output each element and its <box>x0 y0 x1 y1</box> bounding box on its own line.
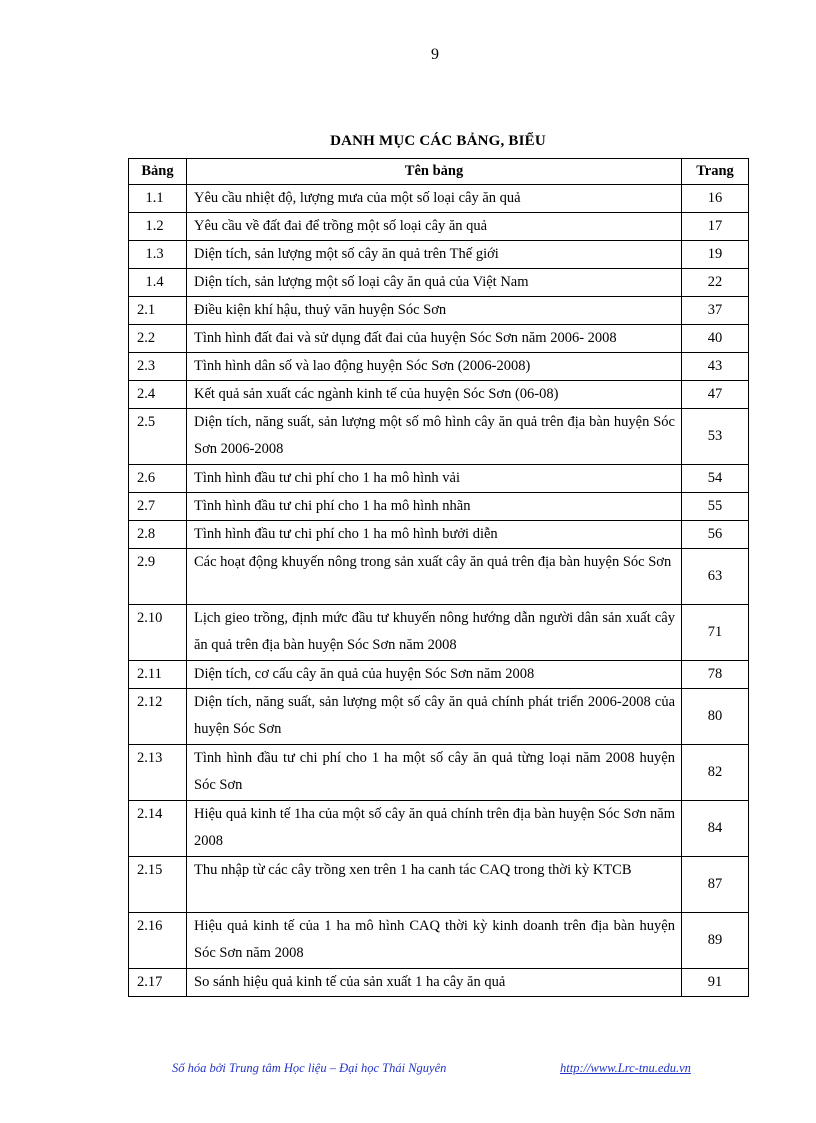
table-row <box>129 913 749 969</box>
row-name: Tình hình dân số và lao động huyện Sóc Sơn (2006-2008) <box>187 353 682 381</box>
header-table-name: Tên bảng <box>187 159 682 185</box>
row-page: 63 <box>682 549 749 605</box>
table-row <box>129 297 749 325</box>
row-number: 2.10 <box>129 605 187 661</box>
row-page: 55 <box>682 493 749 521</box>
row-page: 16 <box>682 185 749 213</box>
row-number: 2.15 <box>129 857 187 913</box>
row-name: Diện tích, năng suất, sản lượng một số mô hình cây ăn quả trên địa bàn huyện Sóc Sơn 2006-2008 <box>187 409 682 465</box>
row-page: 89 <box>682 913 749 969</box>
row-name: Lịch gieo trồng, định mức đầu tư khuyến nông hướng dẫn người dân sản xuất cây ăn quả trên địa bàn huyện Sóc Sơn năm 2008 <box>187 605 682 661</box>
row-page: 17 <box>682 213 749 241</box>
row-number: 2.17 <box>129 969 187 997</box>
footer-credit: Số hóa bởi Trung tâm Học liệu – Đại học Thái Nguyên <box>172 1061 447 1075</box>
row-number: 2.2 <box>129 325 187 353</box>
row-name: Tình hình đầu tư chi phí cho 1 ha mô hình bưởi diễn <box>187 521 682 549</box>
row-number: 2.1 <box>129 297 187 325</box>
table-row <box>129 801 749 857</box>
row-name: Tình hình đất đai và sử dụng đất đai của huyện Sóc Sơn năm 2006- 2008 <box>187 325 682 353</box>
table-row <box>129 213 749 241</box>
row-name: Hiệu quả kinh tế của 1 ha mô hình CAQ thời kỳ kinh doanh trên địa bàn huyện Sóc Sơn năm 2008 <box>187 913 682 969</box>
row-name: Tình hình đầu tư chi phí cho 1 ha mô hình nhãn <box>187 493 682 521</box>
table-row <box>129 409 749 465</box>
row-number: 2.5 <box>129 409 187 465</box>
row-page: 54 <box>682 465 749 493</box>
table-row <box>129 605 749 661</box>
row-number: 2.14 <box>129 801 187 857</box>
row-page: 53 <box>682 409 749 465</box>
table-row <box>129 549 749 605</box>
row-page: 80 <box>682 689 749 745</box>
row-number: 2.7 <box>129 493 187 521</box>
table-row <box>129 325 749 353</box>
row-name: Điều kiện khí hậu, thuỷ văn huyện Sóc Sơn <box>187 297 682 325</box>
row-number: 2.9 <box>129 549 187 605</box>
table-row <box>129 241 749 269</box>
row-number: 2.3 <box>129 353 187 381</box>
row-name: Diện tích, sản lượng một số cây ăn quả trên Thế giới <box>187 241 682 269</box>
row-name: Tình hình đầu tư chi phí cho 1 ha một số cây ăn quả từng loại năm 2008 huyện Sóc Sơn <box>187 745 682 801</box>
table-list <box>128 158 749 997</box>
table-row <box>129 857 749 913</box>
table-row <box>129 521 749 549</box>
row-number: 1.3 <box>129 241 187 269</box>
row-name: Tình hình đầu tư chi phí cho 1 ha mô hình vải <box>187 465 682 493</box>
page-title: DANH MỤC CÁC BẢNG, BIỂU <box>330 133 546 149</box>
row-page: 91 <box>682 969 749 997</box>
table-row <box>129 185 749 213</box>
row-number: 2.4 <box>129 381 187 409</box>
table-row <box>129 465 749 493</box>
row-page: 40 <box>682 325 749 353</box>
row-page: 22 <box>682 269 749 297</box>
table-row <box>129 381 749 409</box>
header-table-number: Bảng <box>129 159 187 185</box>
row-page: 37 <box>682 297 749 325</box>
row-number: 2.12 <box>129 689 187 745</box>
row-name: Kết quả sản xuất các ngành kinh tế của huyện Sóc Sơn (06-08) <box>187 381 682 409</box>
row-name: Các hoạt động khuyến nông trong sản xuất cây ăn quả trên địa bàn huyện Sóc Sơn <box>187 549 682 605</box>
row-page: 87 <box>682 857 749 913</box>
row-page: 71 <box>682 605 749 661</box>
table-header-row <box>129 159 749 185</box>
table-row <box>129 689 749 745</box>
table-row <box>129 269 749 297</box>
table-row <box>129 661 749 689</box>
row-number: 2.11 <box>129 661 187 689</box>
row-page: 43 <box>682 353 749 381</box>
row-number: 2.6 <box>129 465 187 493</box>
row-name: Hiệu quả kinh tế 1ha của một số cây ăn quả chính trên địa bàn huyện Sóc Sơn năm 2008 <box>187 801 682 857</box>
row-page: 19 <box>682 241 749 269</box>
row-name: Yêu cầu về đất đai để trồng một số loại cây ăn quả <box>187 213 682 241</box>
row-number: 1.1 <box>129 185 187 213</box>
footer-link[interactable]: http://www.Lrc-tnu.edu.vn <box>560 1061 691 1075</box>
table-row <box>129 969 749 997</box>
table-row <box>129 493 749 521</box>
row-number: 1.2 <box>129 213 187 241</box>
table-row <box>129 353 749 381</box>
row-page: 56 <box>682 521 749 549</box>
row-name: Diện tích, sản lượng một số loại cây ăn quả của Việt Nam <box>187 269 682 297</box>
row-number: 1.4 <box>129 269 187 297</box>
page-number: 9 <box>431 46 439 63</box>
header-page: Trang <box>682 159 749 185</box>
row-page: 47 <box>682 381 749 409</box>
row-name: Diện tích, năng suất, sản lượng một số cây ăn quả chính phát triển 2006-2008 của huyện Sóc Sơn <box>187 689 682 745</box>
row-name: Thu nhập từ các cây trồng xen trên 1 ha canh tác CAQ trong thời kỳ KTCB <box>187 857 682 913</box>
row-number: 2.13 <box>129 745 187 801</box>
row-name: So sánh hiệu quả kinh tế của sản xuất 1 ha cây ăn quả <box>187 969 682 997</box>
row-page: 84 <box>682 801 749 857</box>
row-name: Yêu cầu nhiệt độ, lượng mưa của một số loại cây ăn quả <box>187 185 682 213</box>
row-number: 2.8 <box>129 521 187 549</box>
row-page: 82 <box>682 745 749 801</box>
row-page: 78 <box>682 661 749 689</box>
row-name: Diện tích, cơ cấu cây ăn quả của huyện Sóc Sơn năm 2008 <box>187 661 682 689</box>
table-row <box>129 745 749 801</box>
row-number: 2.16 <box>129 913 187 969</box>
